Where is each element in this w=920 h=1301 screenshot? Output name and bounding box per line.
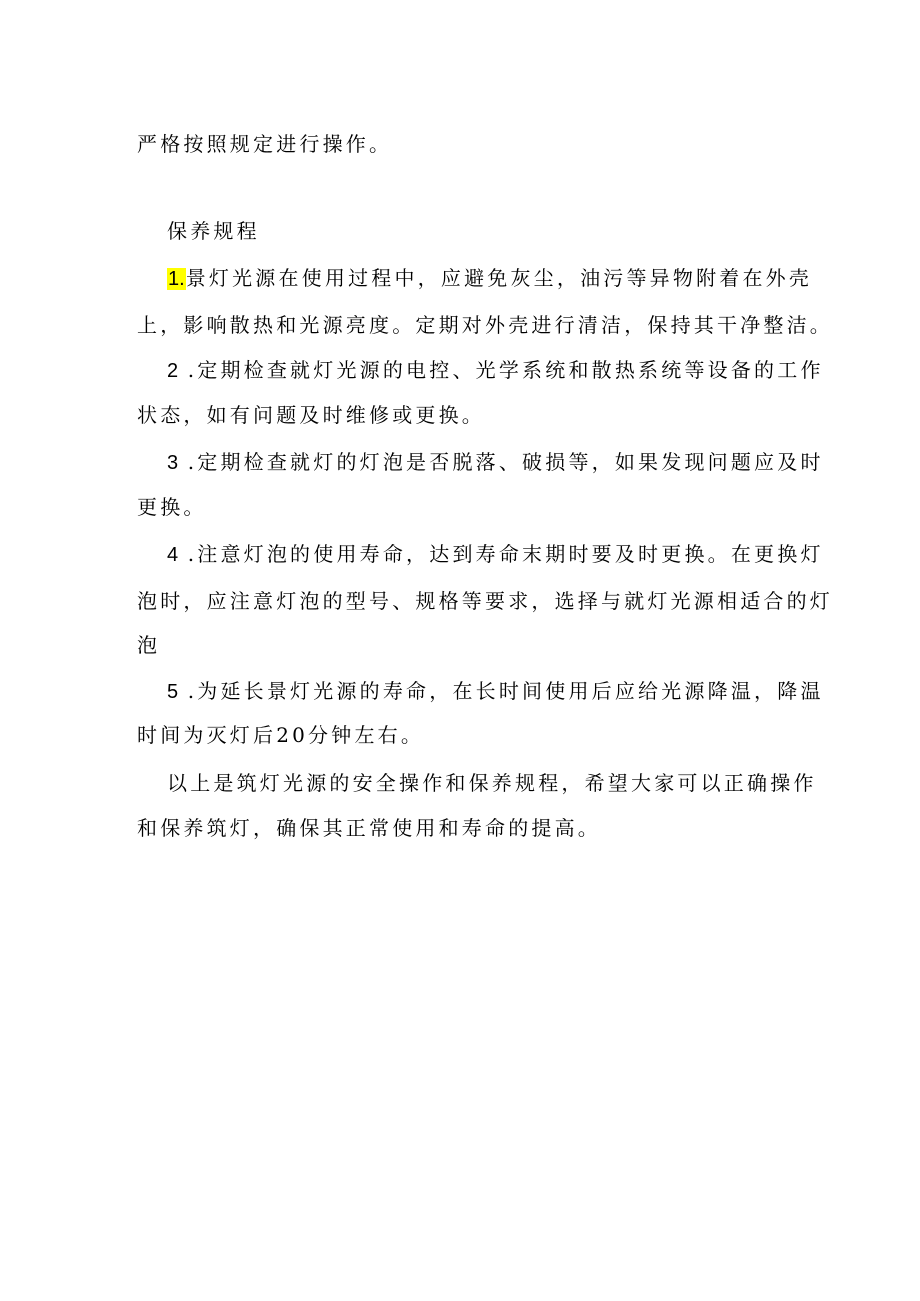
paragraph-line	[137, 632, 160, 658]
closing-paragraph-line	[167, 770, 817, 796]
line-text: 状态，如有问题及时维修或更换。	[137, 403, 485, 427]
paragraph-line	[137, 131, 392, 157]
section-heading	[167, 218, 260, 244]
paragraph-line	[137, 588, 833, 614]
line-text: .为延长景灯光源的寿命，在长时间使用后应给光源降温，降温	[187, 679, 824, 703]
item-number: 3	[167, 452, 179, 474]
paragraph-line	[137, 722, 424, 748]
paragraph-line	[137, 815, 601, 841]
line-text: .定期检查就灯光源的电控、光学系统和散热系统等设备的工作	[187, 358, 824, 382]
line-text: 时间为灭灯后20分钟左右。	[137, 723, 425, 747]
item-number: 2	[167, 360, 179, 382]
line-text: 和保养筑灯，确保其正常使用和寿命的提高。	[137, 816, 601, 840]
paragraph-line	[137, 402, 485, 428]
line-text: .定期检查就灯的灯泡是否脱落、破损等，如果发现问题应及时	[187, 450, 824, 474]
line-text: 泡时，应注意灯泡的型号、规格等要求，选择与就灯光源相适合的灯	[137, 589, 833, 613]
line-text: 上，影响散热和光源亮度。定期对外壳进行清洁，保持其干净整洁。	[137, 313, 833, 337]
paragraph-line	[137, 312, 833, 338]
line-text: 泡	[137, 633, 161, 657]
list-item-2-line	[167, 357, 824, 383]
item-number: 5	[167, 681, 179, 703]
list-item-3-line	[167, 449, 824, 475]
list-item-5-line	[167, 678, 824, 704]
highlighted-number: 1.	[168, 268, 185, 290]
line-text: 更换。	[137, 495, 207, 519]
list-item-4-line	[167, 541, 824, 567]
line-text: 以上是筑灯光源的安全操作和保养规程，希望大家可以正确操作	[167, 771, 817, 795]
line-text: 严格按照规定进行操作。	[137, 132, 393, 156]
line-text: .注意灯泡的使用寿命，达到寿命末期时要及时更换。在更换灯	[187, 542, 824, 566]
heading-text: 保养规程	[167, 219, 260, 243]
item-number: 4	[167, 544, 179, 566]
paragraph-line	[137, 494, 207, 520]
list-item-1-line	[167, 265, 812, 291]
line-text: 景灯光源在使用过程中，应避免灰尘，油污等异物附着在外壳	[185, 266, 813, 290]
